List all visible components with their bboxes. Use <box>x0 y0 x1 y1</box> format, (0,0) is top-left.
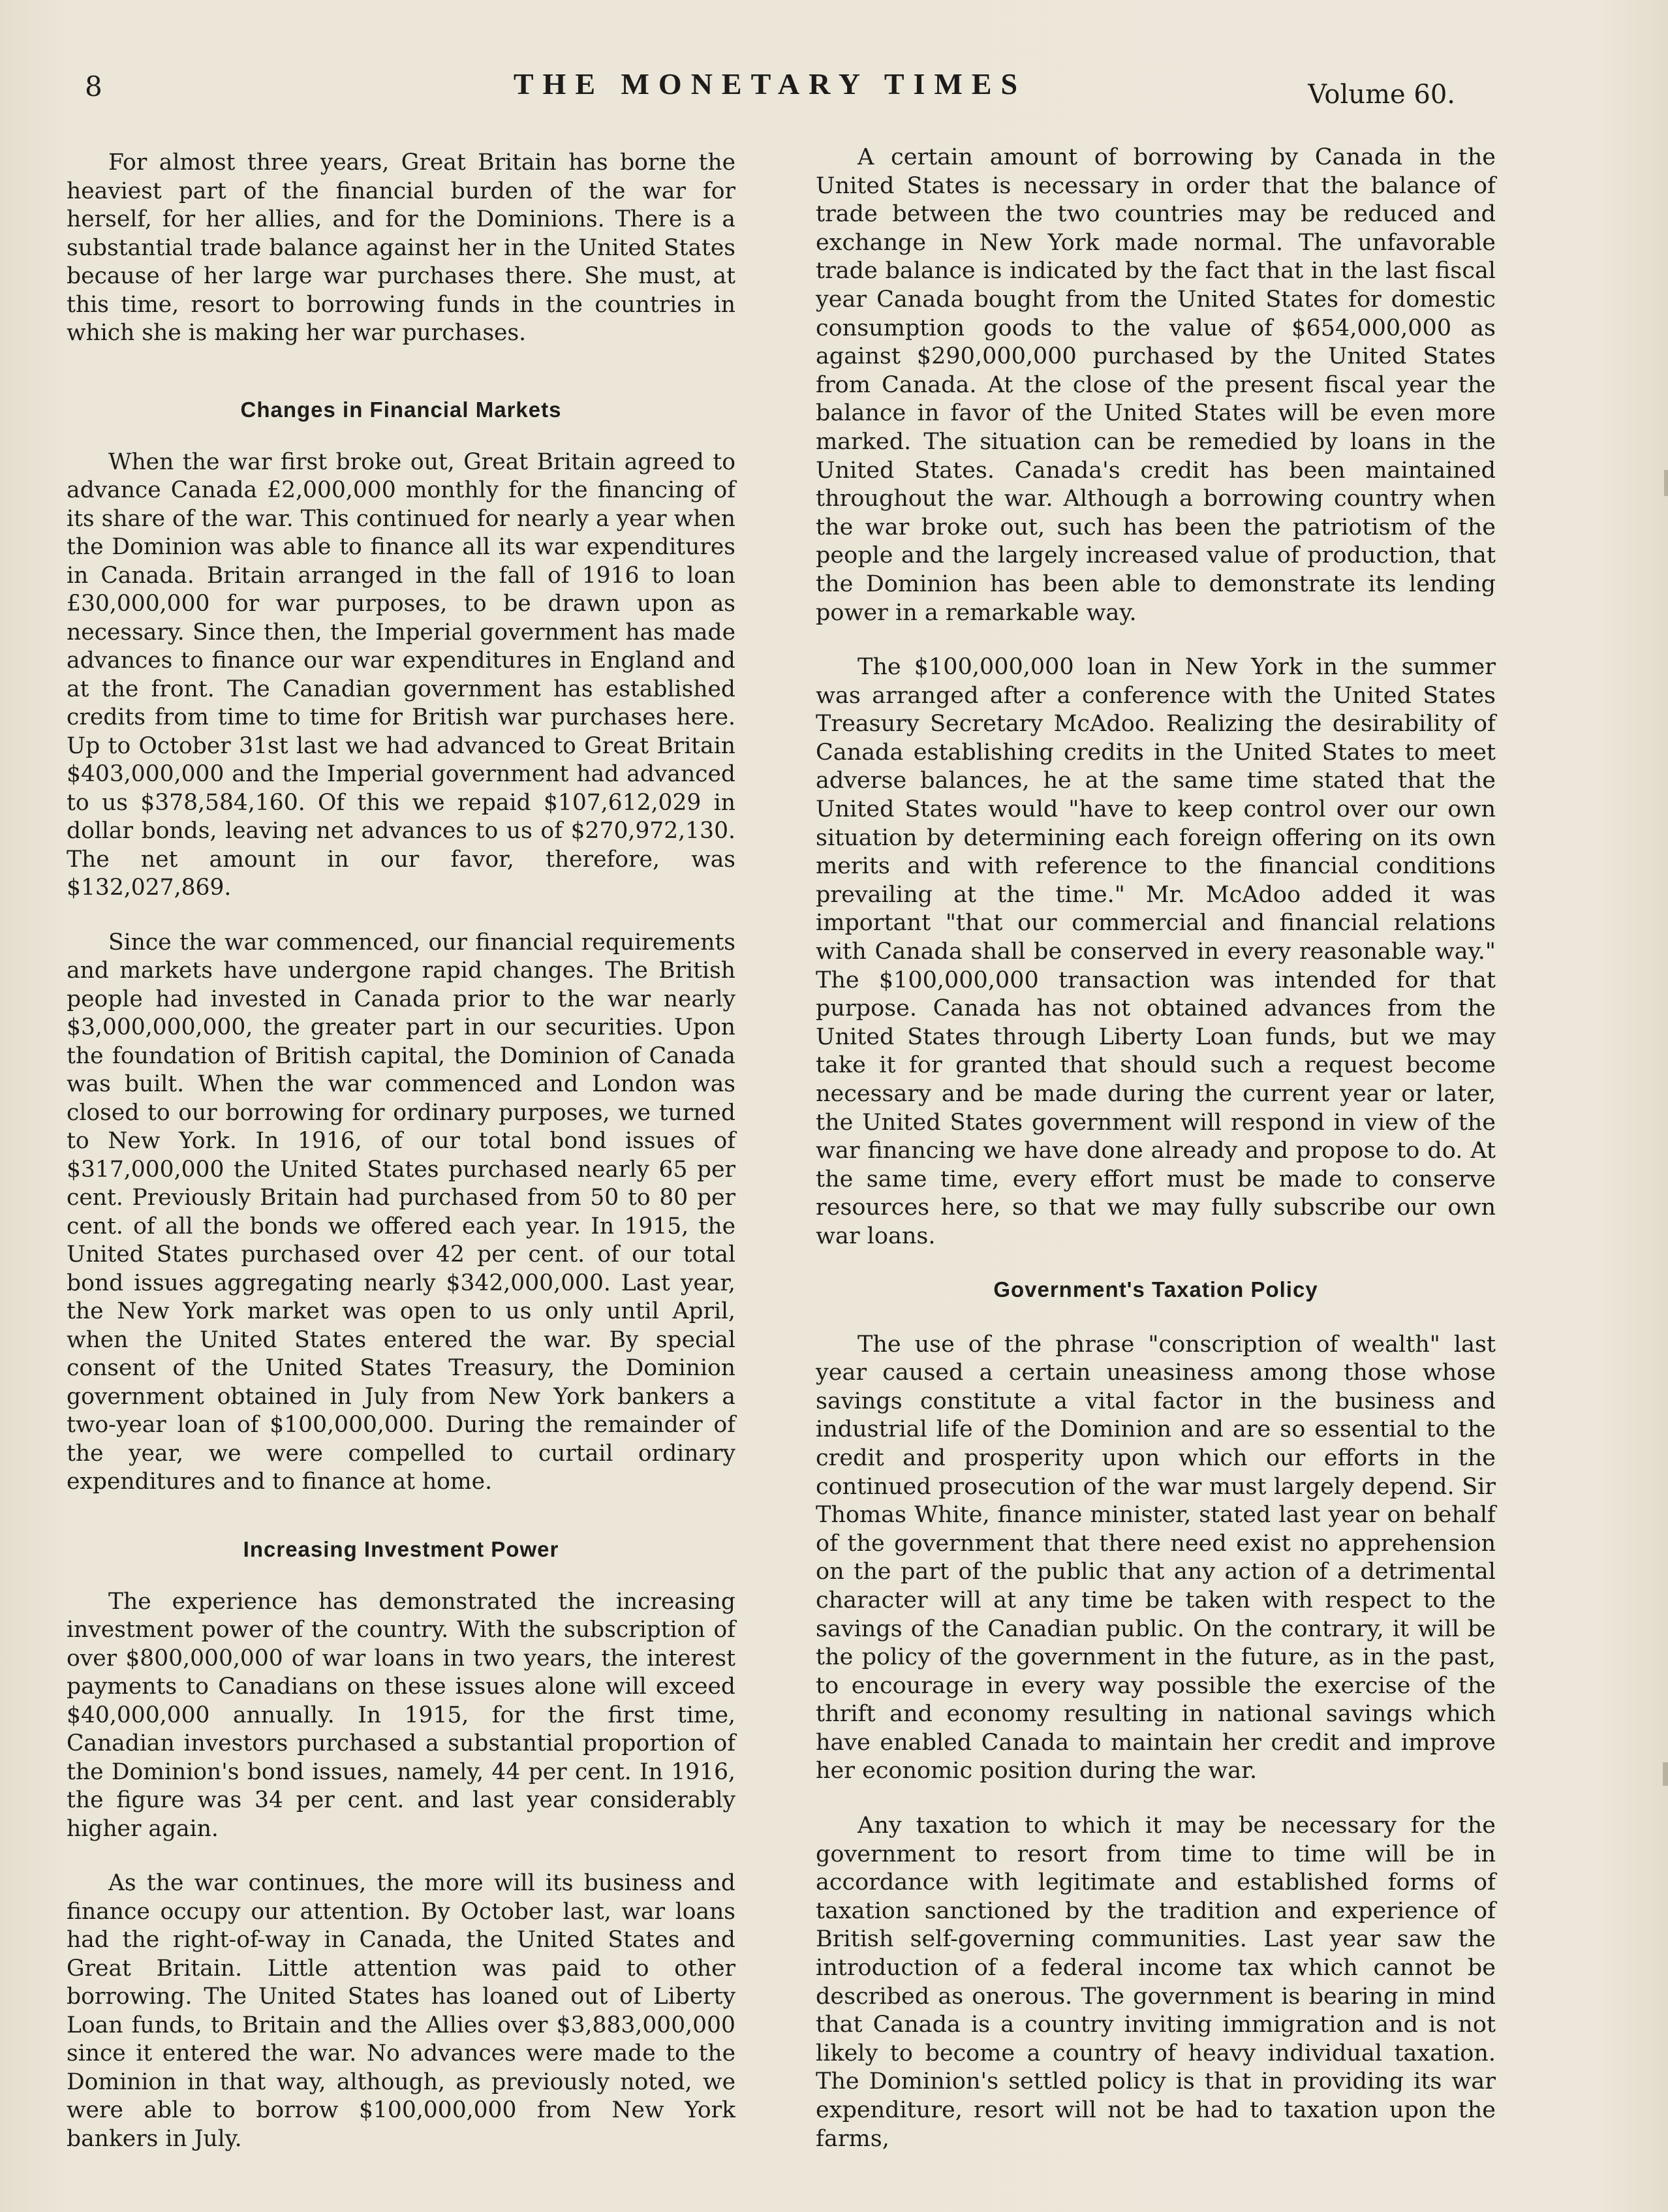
paragraph: For almost three years, Great Britain has borne the heaviest part of the financial burden of the war for herself, for her allies, and for the Dominions. There is a substantial trade balance against her in the United States because of her large war purchases there. She must, at this time, resort to borrowing funds in the countries in which she is making her war purchases. <box>67 149 735 346</box>
page-header <box>85 67 1455 123</box>
page-number: 8 <box>85 70 102 102</box>
paragraph: The $100,000,000 loan in New York in the summer was arranged after a conference with the United States Treasury Secretary McAdoo. Realizing the desirability of Canada establishing credits in the United States to meet adverse balances, he at the same time stated that the United States would "have to keep control over our own situation by determining each foreign offering on its own merits and with reference to the financial conditions prevailing at the time." Mr. McAdoo added it was important "that our commercial and financial relations with Canada shall be conserved in every reasonable way." The $100,000,000 transaction was intended for that purpose. Canada has not obtained advances from the United States through Liberty Loan funds, but we may take it for granted that should such a request become necessary and be made during the current year or later, the United States government will respond in view of the war financing we have done already and propose to do. At the same time, every effort must be made to conserve resources here, so that we may fully subscribe our own war loans. <box>816 654 1496 1249</box>
paragraph: As the war continues, the more will its business and finance occupy our attention. By October last, war loans had the right-of-way in Canada, the United States and Great Britain. Little attention was paid to other borrowing. The United States has loaned out of Liberty Loan funds, to Britain and the Allies over $3,883,000,000 since it entered the war. No advances were made to the Dominion in that way, although, as previously noted, we were able to borrow $100,000,000 from New York bankers in July. <box>67 1870 735 2152</box>
paragraph: Since the war commenced, our financial requirements and markets have undergone rapid changes. The British people had invested in Canada prior to the war nearly $3,000,000,000, the greater part in our securities. Upon the foundation of British capital, the Dominion of Canada was built. When the war commenced and London was closed to our borrowing for ordinary purposes, we turned to New York. In 1916, of our total bond issues of $317,000,000 the United States purchased nearly 65 per cent. Previously Britain had purchased from 50 to 80 per cent. of all the bonds we offered each year. In 1915, the United States purchased over 42 per cent. of our total bond issues aggregating nearly $342,000,000. Last year, the New York market was open to us only until April, when the United States entered the war. By special consent of the United States Treasury, the Dominion government obtained in July from New York bankers a two-year loan of $100,000,000. During the remainder of the year, we were compelled to curtail ordinary expenditures and to finance at home. <box>67 929 735 1495</box>
paragraph: The use of the phrase "conscription of wealth" last year caused a certain uneasiness among those whose savings constitute a vital factor in the business and industrial life of the Dominion and are so essential to the credit and prosperity upon which our efforts in the continued prosecution of the war must largely depend. Sir Thomas White, finance minister, stated last year on behalf of the government that there need exist no apprehension on the part of the public that any action of a detrimental character will at any time be taken with respect to the savings of the Canadian public. On the contrary, it will be the policy of the government in the future, as in the past, to encourage in every way possible the exercise of the thrift and economy resulting in national savings which have enabled Canada to maintain her credit and improve her economic position during the war. <box>816 1331 1496 1784</box>
volume-label: Volume 60. <box>1308 80 1455 110</box>
section-heading: Changes in Financial Markets <box>240 397 562 422</box>
scan-edge-mark <box>1663 1762 1668 1786</box>
right-column <box>816 144 1496 2179</box>
paragraph: A certain amount of borrowing by Canada in the United States is necessary in order that the balance of trade between the two countries may be reduced and exchange in New York made normal. The unfavorable trade balance is indicated by the fact that in the last fiscal year Canada bought from the United States for domestic consumption goods to the value of $654,000,000 as against $290,000,000 purchased by the United States from Canada. At the close of the present fiscal year the balance in favor of the United States will be even more marked. The situation can be remedied by loans in the United States. Canada's credit has been maintained throughout the war. Although a borrowing country when the war broke out, such has been the patriotism of the people and the largely increased value of production, that the Dominion has been able to demonstrate its lending power in a remarkable way. <box>816 144 1496 626</box>
paragraph: Any taxation to which it may be necessary for the government to resort from time to time will be in accordance with legitimate and established forms of taxation sanctioned by the tradition and experience of British self-governing communities. Last year saw the introduction of a federal income tax which cannot be described as onerous. The government is bearing in mind that Canada is a country inviting immigration and is not likely to become a country of heavy individual taxation. The Dominion's settled policy is that in providing its war expenditure, resort will not be had to taxation upon the farms, <box>816 1813 1496 2152</box>
journal-title: THE MONETARY TIMES <box>513 67 1027 101</box>
section-heading: Government's Taxation Policy <box>993 1277 1318 1301</box>
scan-edge-mark <box>1664 470 1668 496</box>
left-column <box>67 149 735 2179</box>
paragraph: The experience has demonstrated the increasing investment power of the country. With the subscription of over $800,000,000 of war loans in two years, the interest payments to Canadians on these issues alone will exceed $40,000,000 annually. In 1915, for the first time, Canadian investors purchased a substantial proportion of the Dominion's bond issues, namely, 44 per cent. In 1916, the figure was 34 per cent. and last year considerably higher again. <box>67 1588 735 1842</box>
paragraph: When the war first broke out, Great Britain agreed to advance Canada £2,000,000 monthly for the financing of its share of the war. This continued for nearly a year when the Dominion was able to finance all its war expenditures in Canada. Britain arranged in the fall of 1916 to loan £30,000,000 for war purposes, to be drawn upon as necessary. Since then, the Imperial government has made advances to finance our war expenditures in England and at the front. The Canadian government has established credits from time to time for British war purchases here. Up to October 31st last we had advanced to Great Britain $403,000,000 and the Imperial government had advanced to us $378,584,160. Of this we repaid $107,612,029 in dollar bonds, leaving net advances to us of $270,972,130. The net amount in our favor, therefore, was $132,027,869. <box>67 448 735 901</box>
section-heading: Increasing Investment Power <box>243 1536 559 1561</box>
